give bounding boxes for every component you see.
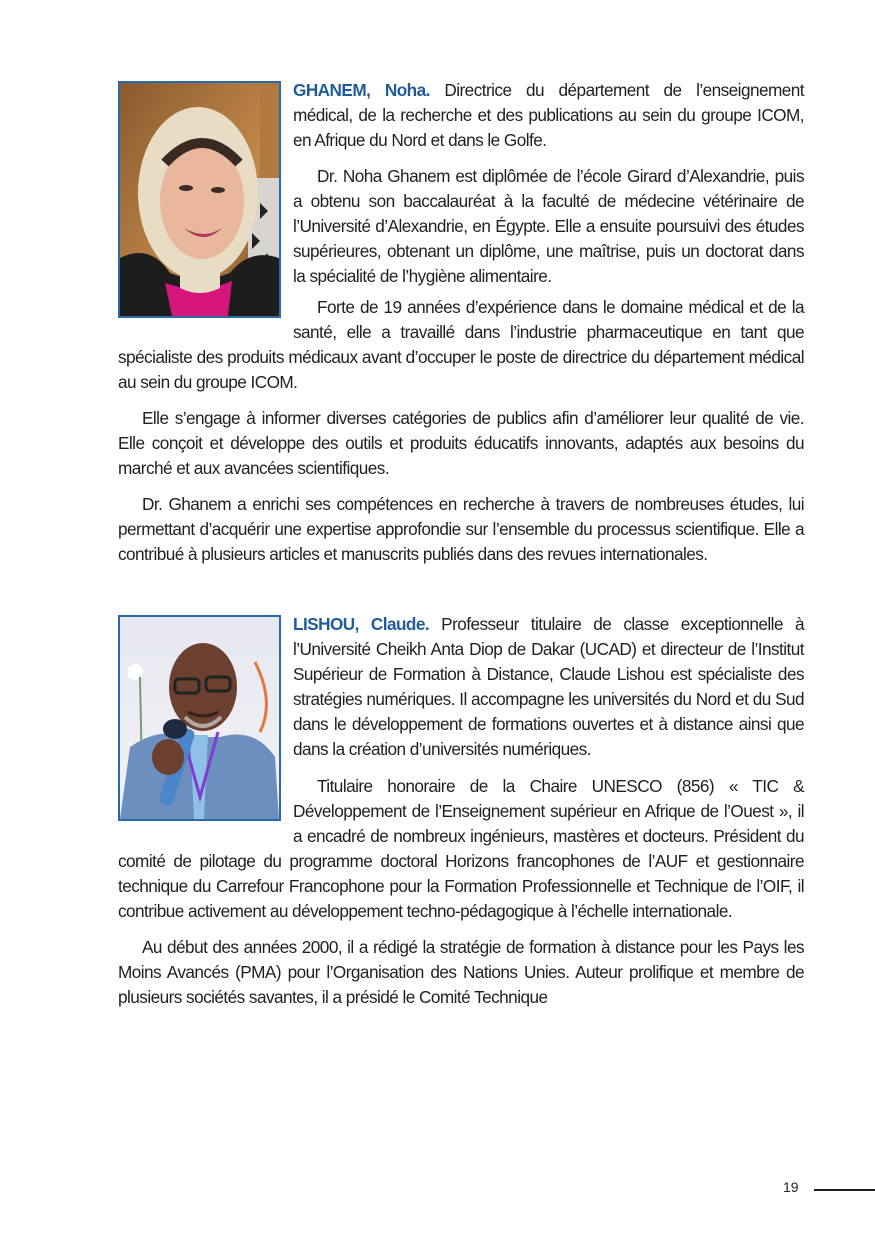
bio-paragraph: Dr. Ghanem a enrichi ses compétences en recherche à travers de nombreuses études, lui permettant d’acquérir une expertise approfondie sur l’ensemble du processus scientifique. Elle a contribué à plusieurs articles et manuscrits publiés dans des revues internationales. [118, 494, 804, 564]
bio-paragraph: Elle s’engage à informer diverses catégories de publics afin d’améliorer leur qualité de vie. Elle conçoit et développe des outils et produits éducatifs innovants, adaptés aux besoins du marché et aux avancées scientifiques. [118, 408, 804, 478]
bio-intro-lishou: LISHOU, Claude. Professeur titulaire de classe exceptionnelle à l’Université Cheikh Anta Diop de Dakar (UCAD) et directeur de l’Institut Supérieur de Formation à Distance, Claude Lishou est spécialiste des stratégies numériques. Il accompagne les universités du Nord et du Sud dans le développement de formations ouvertes et à distance ainsi que dans la création d’universités numériques. [293, 614, 804, 759]
bio-paragraph: Au début des années 2000, il a rédigé la stratégie de formation à distance pour les Pays les Moins Avancés (PMA) pour l’Organisation des Nations Unies. Auteur prolifique et membre de plusieurs sociétés savantes, il a présidé le Comité Technique [118, 937, 804, 1007]
bio-paragraph: Dr. Noha Ghanem est diplômée de l’école Girard d’Alexandrie, puis a obtenu son baccalauréat à la faculté de médecine vétérinaire de l’Université d’Alexandrie, en Égypte. Elle a ensuite poursuivi des études supérieures, obtenant un diplôme, une maîtrise, puis un doctorat dans la spécialité de l’hygiène alimentaire. [293, 166, 804, 286]
page-content [118, 78, 804, 1010]
portrait-photo-ghanem [118, 81, 281, 318]
portrait-photo-lishou [118, 615, 281, 821]
bio-paragraph: Titulaire honoraire de la Chaire UNESCO (856) « TIC & Développement de l’Enseignement supérieur en Afrique de l’Ouest », il a encadré de nombreux ingénieurs, mastères et docteurs. Président du comité de pilotage du programme doctoral Horizons francophones de l’AUF et gestionnaire technique du Carrefour Francophone pour la Formation Professionnelle et Technique de l’OIF, il contribue activement au développement techno-pédagogique à l’échelle internationale. [118, 776, 804, 921]
page-number-rule [814, 1189, 875, 1191]
bio-entry-lishou [118, 612, 804, 1010]
bio-entry-ghanem [118, 78, 804, 567]
portrait-image [120, 617, 279, 819]
page-number: 19 [783, 1179, 799, 1195]
person-name: GHANEM, Noha. [293, 80, 430, 100]
bio-paragraph: Forte de 19 années d’expérience dans le domaine médical et de la santé, elle a travaillé dans l’industrie pharmaceutique en tant que spécialiste des produits médicaux avant d’occuper le poste de directrice du département médical au sein du groupe ICOM. [118, 297, 804, 392]
person-name: LISHOU, Claude. [293, 614, 430, 634]
bio-intro-ghanem: GHANEM, Noha. Directrice du département de l’enseignement médical, de la recherche et des publications au sein du groupe ICOM, en Afrique du Nord et dans le Golfe. [293, 80, 804, 150]
portrait-image [120, 83, 279, 316]
